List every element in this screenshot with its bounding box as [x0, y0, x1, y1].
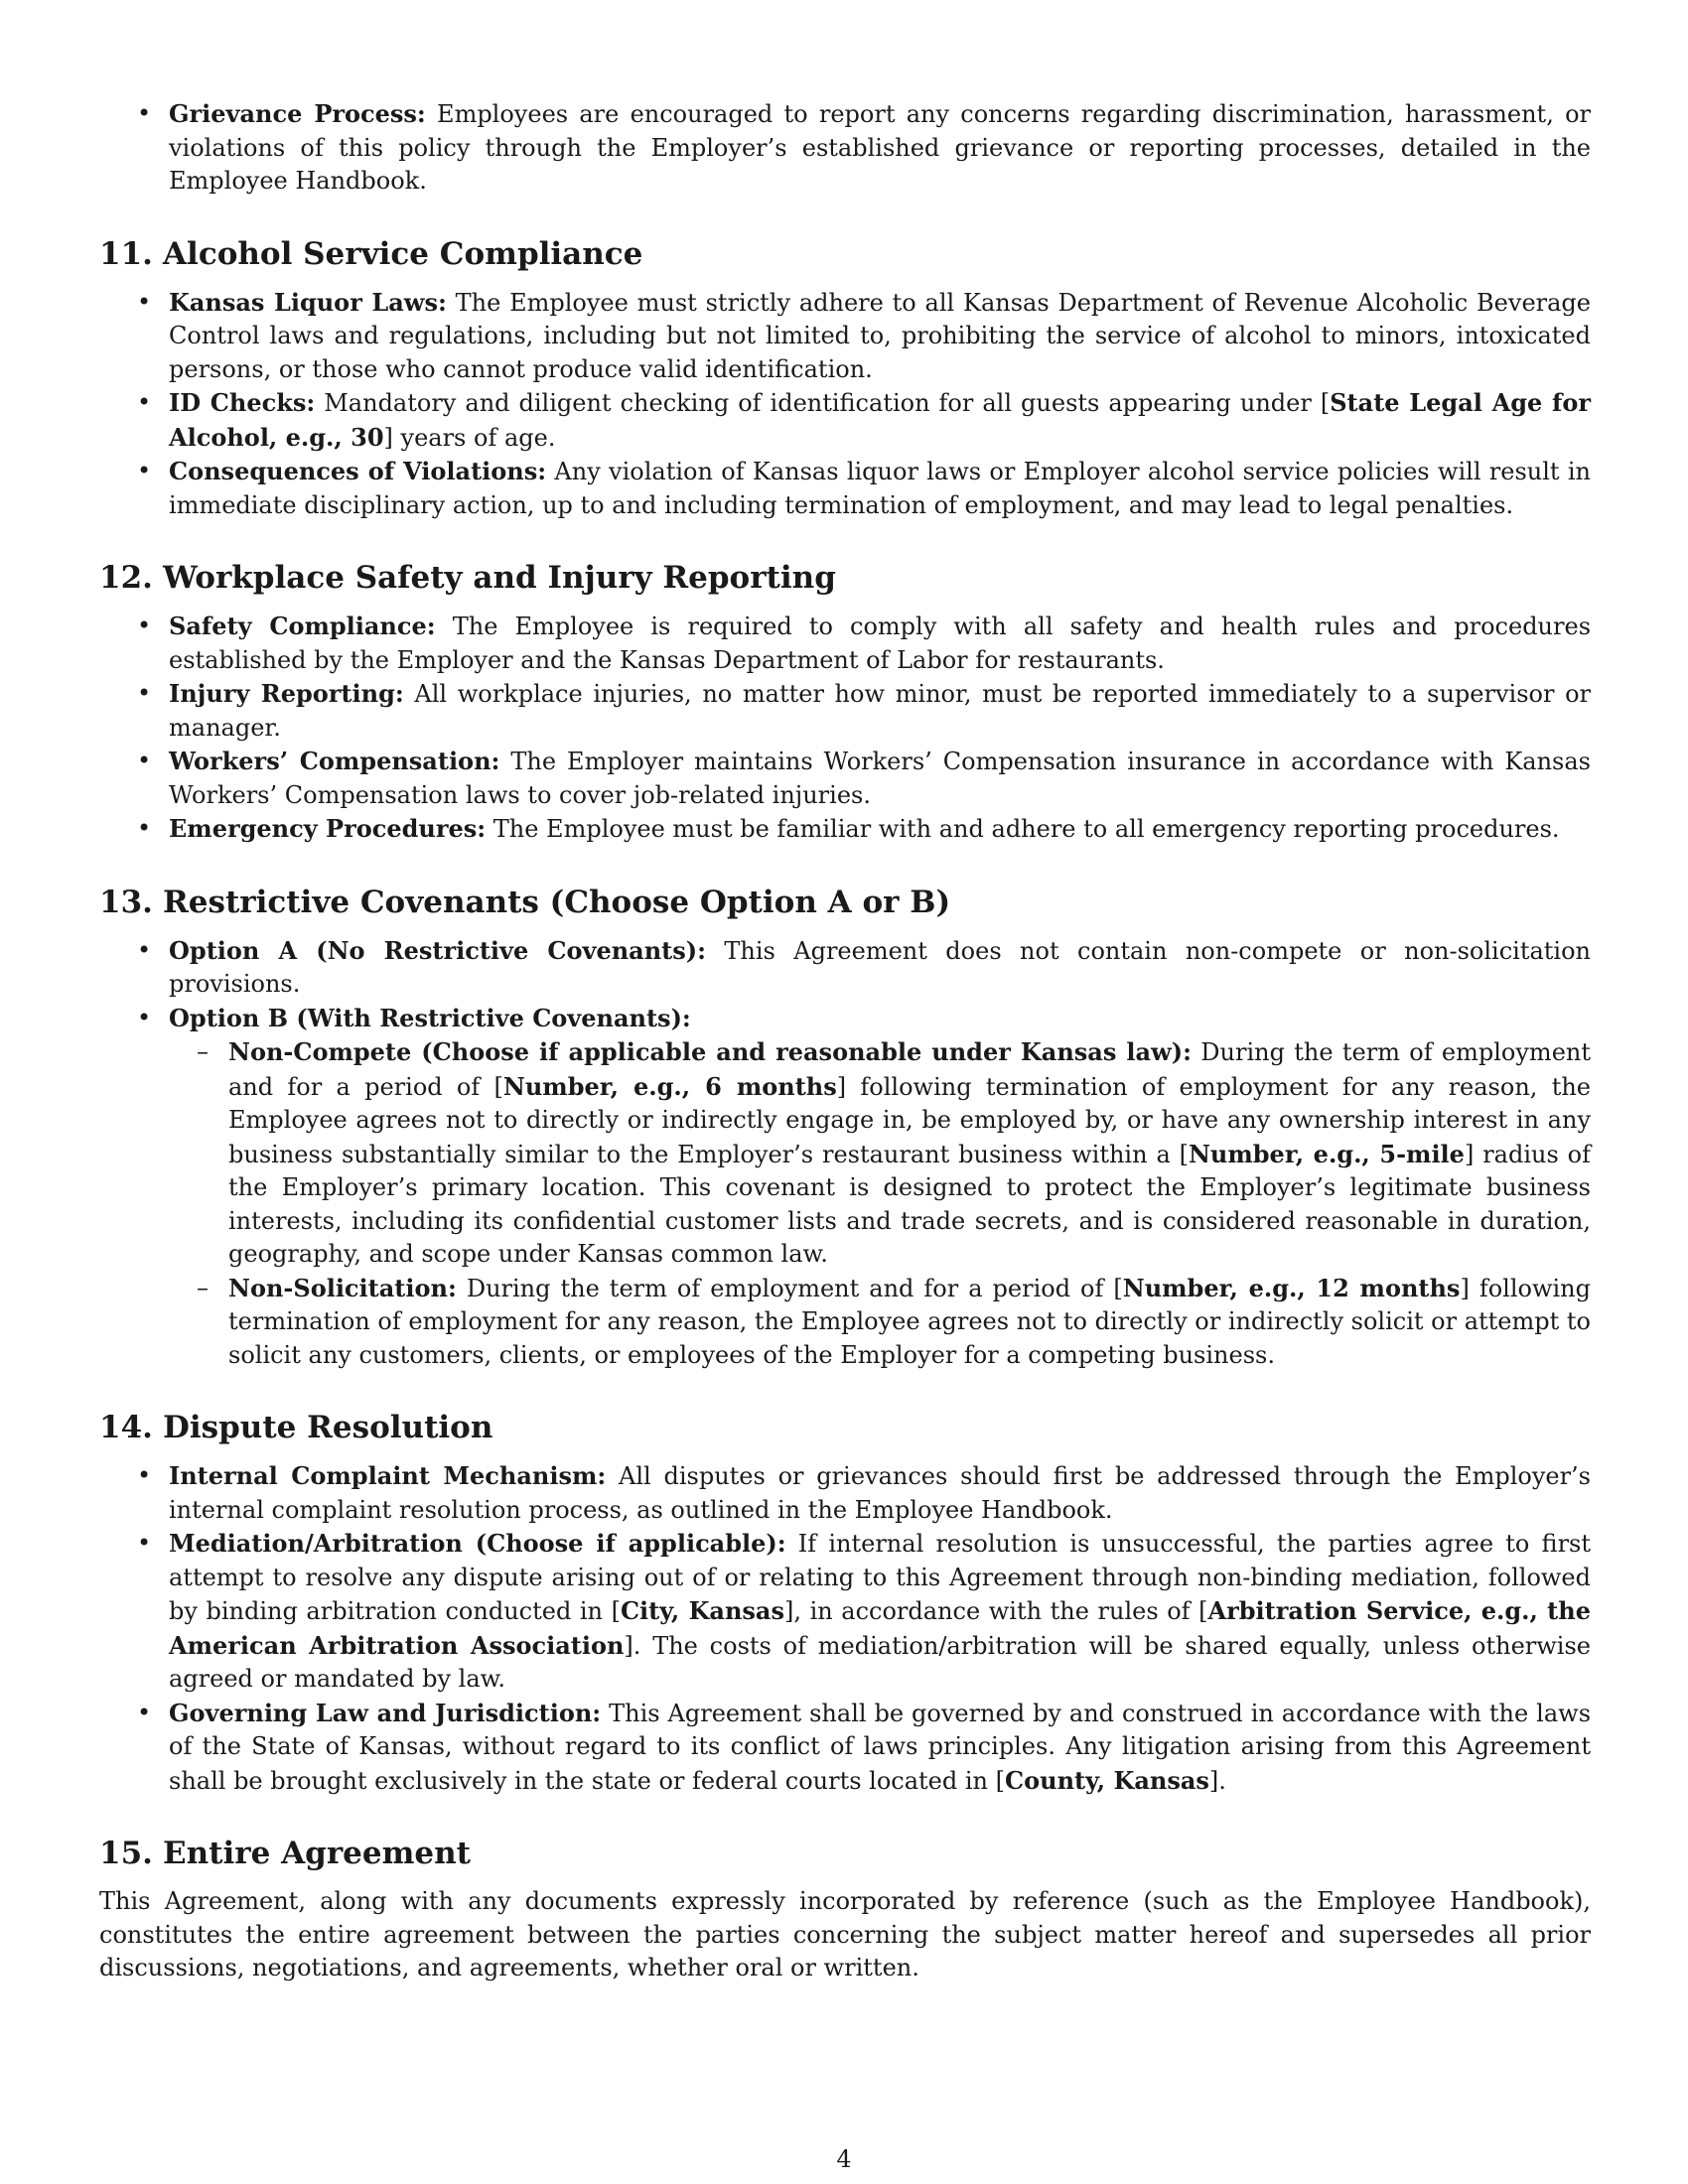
section-title: Restrictive Covenants (Choose Option A or B): [163, 884, 951, 920]
section-heading: [99, 558, 1591, 598]
item-label: Safety Compliance:: [169, 612, 436, 640]
item-text: ] following termination of employment for any reason, the Employee agrees not to directly or indirectly solicit or attempt to solicit any customers, clients, or employees of the Employer for a competing business.: [228, 1274, 1591, 1369]
placeholder-text: City, Kansas: [620, 1596, 784, 1625]
section-list: [99, 1459, 1591, 1798]
section-list: [99, 286, 1591, 523]
placeholder-text: County, Kansas: [1005, 1765, 1209, 1795]
item-label: Non-Solicitation:: [228, 1273, 457, 1302]
item-text: The Employer maintains Workers’ Compensation insurance in accordance with Kansas Workers’ Compensation laws to cover job-related injuries.: [169, 748, 1591, 809]
item-text: ] following termination of employment for any reason, the Employee agrees not to directly or indirectly engage in, be employed by, or have any ownership interest in any business substantially similar to the Employer’s restaurant business within a [: [228, 1072, 1591, 1168]
item-label: Consequences of Violations:: [169, 457, 547, 485]
item-label: Non-Compete (Choose if applicable and reasonable under Kansas law):: [228, 1037, 1192, 1066]
item-text: This Agreement does not contain non-compete or non-solicitation provisions.: [169, 936, 1591, 998]
section-list: [99, 934, 1591, 1373]
item-label: Injury Reporting:: [169, 679, 404, 708]
list-item: [169, 745, 1591, 812]
section-number: 14.: [99, 1410, 153, 1445]
placeholder-text: Arbitration Service, e.g., the American Arbitration Association: [169, 1596, 1591, 1660]
item-label: Workers’ Compensation:: [169, 747, 500, 775]
grievance-list: [99, 97, 1591, 199]
list-item: [169, 934, 1591, 1002]
section-heading: [99, 1408, 1591, 1447]
item-text: ].: [1208, 1766, 1226, 1795]
list-item: [169, 812, 1591, 847]
item-text: Any violation of Kansas liquor laws or Employer alcohol service policies will result in immediate disciplinary action, up to and including termination of employment, and may lead to legal penalties.: [169, 458, 1592, 519]
item-label: Grievance Process:: [169, 99, 426, 128]
item-text: ] radius of the Employer’s primary location. This covenant is designed to protect the Employer’s legitimate business interests, including its confidential customer lists and trade secrets, and is considered reasonable in duration, geography, and scope under Kansas common law.: [228, 1140, 1591, 1268]
item-text: The Employee must strictly adhere to all Kansas Department of Revenue Alcoholic Beverage Control laws and regulations, including but not limited to, prohibiting the service of alcohol to minors, intoxicated persons, or those who cannot produce valid identification.: [169, 288, 1591, 383]
item-label: Kansas Liquor Laws:: [169, 287, 447, 317]
item-text: Mandatory and diligent checking of identification for all guests appearing under [: [315, 389, 1331, 417]
item-text: During the term of employment and for a period of [: [228, 1038, 1591, 1101]
item-text: All workplace injuries, no matter how minor, must be reported immediately to a supervisor or manager.: [169, 680, 1591, 742]
section-list: [99, 610, 1591, 847]
item-label: Option A (No Restrictive Covenants):: [169, 935, 706, 965]
item-text: During the term of employment and for a period of [: [456, 1274, 1123, 1302]
item-text: All disputes or grievances should first be addressed through the Employer’s internal complaint resolution process, as outlined in the Employee Handbook.: [169, 1462, 1592, 1524]
list-item: [169, 677, 1591, 745]
section-number: 15.: [99, 1836, 153, 1871]
list-item: [169, 286, 1591, 387]
list-item: [169, 1459, 1591, 1527]
item-label: ID Checks:: [169, 388, 316, 417]
item-label: Internal Complaint Mechanism:: [169, 1461, 607, 1490]
list-item: [169, 455, 1591, 522]
list-item: [169, 610, 1591, 677]
page-number: 4: [836, 2145, 852, 2173]
section-heading: [99, 234, 1591, 274]
section-number: 12.: [99, 560, 153, 596]
item-text: ], in accordance with the rules of [: [784, 1597, 1208, 1625]
section-paragraph: This Agreement, along with any documents expressly incorporated by reference (such as the Employee Handbook), constitutes the entire agreement between the parties concerning the subject matter hereof and supersedes all prior discussions, negotiations, and agreements, whether oral or written.: [99, 1887, 1591, 1981]
section-title: Workplace Safety and Injury Reporting: [163, 560, 836, 596]
placeholder-text: State Legal Age for Alcohol, e.g., 30: [169, 388, 1592, 452]
section-number: 13.: [99, 884, 153, 920]
placeholder-text: Number, e.g., 5-mile: [1188, 1139, 1465, 1168]
placeholder-text: Number, e.g., 12 months: [1122, 1273, 1461, 1302]
item-text: Employees are encouraged to report any concerns regarding discrimination, harassment, or violations of this policy through the Employer’s established grievance or reporting processes, detailed in the Employee Handbook.: [169, 100, 1591, 195]
section-heading: [99, 883, 1591, 922]
section-heading: [99, 1834, 1591, 1873]
document-page: [99, 97, 1591, 1985]
section-title: Alcohol Service Compliance: [163, 235, 643, 272]
sub-list-item: [228, 1272, 1591, 1373]
section-title: Entire Agreement: [163, 1836, 471, 1871]
item-text: ] years of age.: [383, 423, 556, 452]
section-number: 11.: [99, 235, 153, 272]
item-label: Emergency Procedures:: [169, 814, 487, 843]
item-label: Mediation/Arbitration (Choose if applicable):: [169, 1529, 786, 1558]
item-label: Option B (With Restrictive Covenants):: [169, 1003, 691, 1032]
item-text: This Agreement shall be governed by and construed in accordance with the laws of the State of Kansas, without regard to its conflict of laws principles. Any litigation arising from this Agreement shall be brought exclusively in the state or federal courts located in [: [169, 1699, 1592, 1795]
item-text: ]. The costs of mediation/arbitration will be shared equally, unless otherwise agreed or mandated by law.: [169, 1631, 1592, 1693]
list-item: [169, 386, 1591, 455]
item-text: The Employee is required to comply with all safety and health rules and procedures established by the Employer and the Kansas Department of Labor for restaurants.: [169, 613, 1592, 674]
sub-list-item: [228, 1035, 1591, 1272]
list-item: [169, 1527, 1591, 1697]
list-item: [169, 97, 1591, 199]
list-item: [169, 1002, 1591, 1373]
list-item: [169, 1697, 1591, 1799]
item-label: Governing Law and Jurisdiction:: [169, 1698, 602, 1727]
placeholder-text: Number, e.g., 6 months: [502, 1071, 837, 1101]
sub-list: [169, 1035, 1591, 1372]
section-title: Dispute Resolution: [163, 1410, 493, 1445]
item-text: If internal resolution is unsuccessful, the parties agree to first attempt to resolve any dispute arising out of or relating to this Agreement through non-binding mediation, followed by binding arbitration conducted in [: [169, 1530, 1591, 1625]
item-text: The Employee must be familiar with and adhere to all emergency reporting procedures.: [486, 815, 1560, 843]
